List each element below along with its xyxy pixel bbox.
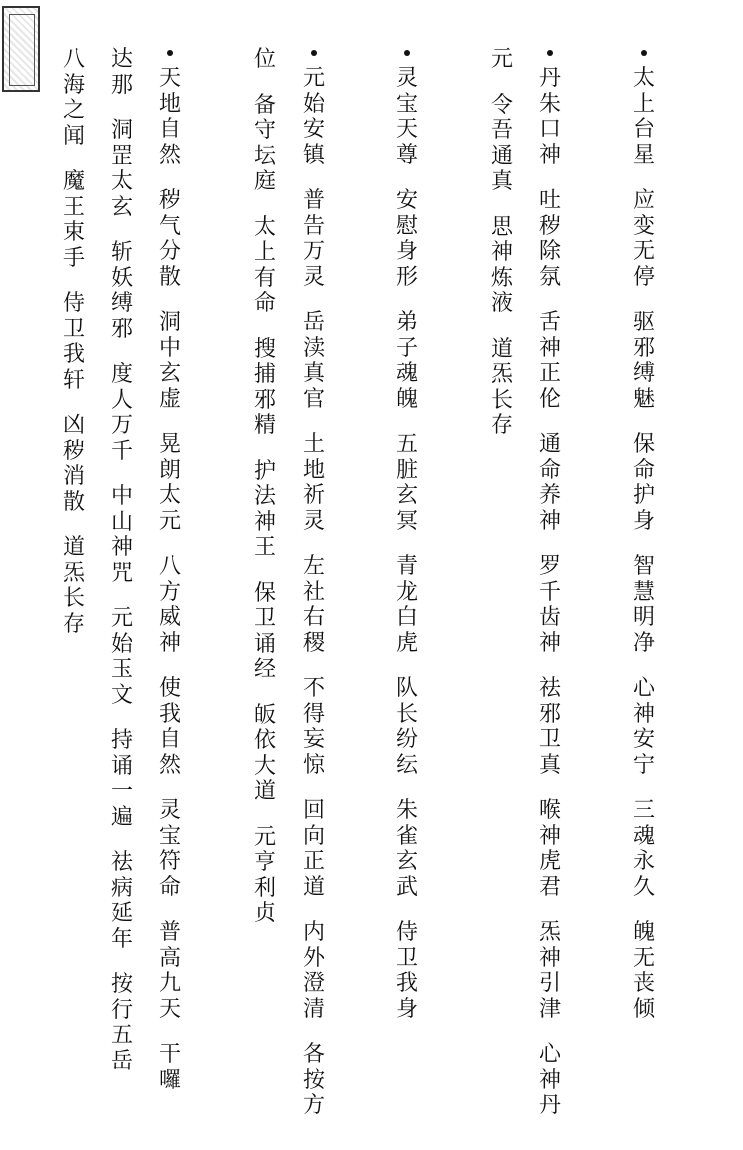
- verse-phrase: 吐 秽 除 氛: [538, 188, 561, 290]
- verse-phrase: 中 山 神 咒: [110, 484, 133, 586]
- verse-phrase: 护 法 神 王: [253, 458, 276, 560]
- verse-phrase: 各 按 方: [302, 1042, 325, 1118]
- verse-phrase: 丹 朱 口 神: [538, 66, 561, 168]
- verse-phrase: 土 地 祈 灵: [302, 432, 325, 534]
- bullet-dot: [547, 50, 553, 56]
- verse-phrase: 使 我 自 然: [158, 676, 181, 778]
- verse-phrase: 晃 朗 太 元: [158, 432, 181, 534]
- verse-phrase: 元 始 玉 文: [110, 606, 133, 708]
- verse-phrase: 持 诵 一 遍: [110, 728, 133, 830]
- verse-phrase: 皈 依 大 道: [253, 702, 276, 804]
- verse-phrase: 凶 秽 消 散: [62, 413, 85, 515]
- verse-phrase: 斩 妖 缚 邪: [110, 240, 133, 342]
- bullet-dot: [167, 50, 173, 56]
- verse-phrase: 心 神 安 宁: [632, 676, 655, 778]
- verse-phrase: 罗 千 齿 神: [538, 554, 561, 656]
- verse-phrase: 侍 卫 我 身: [395, 920, 418, 1022]
- verse-phrase: 祛 邪 卫 真: [538, 676, 561, 778]
- text-column: [153, 50, 187, 1093]
- verse-phrase: 太 上 台 星: [632, 66, 655, 168]
- verse-phrase: 思 神 炼 液: [490, 214, 513, 316]
- verse-phrase: 朱 雀 玄 武: [395, 798, 418, 900]
- verse-phrase: 灵 宝 天 尊: [395, 66, 418, 168]
- text-column: [485, 47, 519, 439]
- verse-phrase: 通 命 养 神: [538, 432, 561, 534]
- verse-phrase: 魄 无 丧 倾: [632, 920, 655, 1022]
- verse-phrase: 智 慧 明 净: [632, 554, 655, 656]
- verse-phrase: 洞 中 玄 虚: [158, 310, 181, 412]
- verse-phrase: 侍 卫 我 轩: [62, 291, 85, 393]
- verse-phrase: 保 卫 诵 经: [253, 580, 276, 682]
- verse-phrase: 喉 神 虎 君: [538, 798, 561, 900]
- verse-phrase: 秽 气 分 散: [158, 188, 181, 290]
- verse-phrase: 元 始 安 镇: [302, 66, 325, 168]
- verse-phrase: 普 告 万 灵: [302, 188, 325, 290]
- text-column: [297, 50, 331, 1119]
- bullet-dot: [404, 50, 410, 56]
- verse-phrase: 不 得 妄 惊: [302, 676, 325, 778]
- verse-phrase: 道 炁 长 存: [490, 336, 513, 438]
- verse-phrase: 保 命 护 身: [632, 432, 655, 534]
- verse-phrase: 度 人 万 千: [110, 362, 133, 464]
- verse-phrase: 弟 子 魂 魄: [395, 310, 418, 412]
- bullet-dot: [311, 50, 317, 56]
- verse-phrase: 天 地 自 然: [158, 66, 181, 168]
- verse-phrase: 道 炁 长 存: [62, 535, 85, 637]
- verse-phrase: 达 那: [110, 47, 133, 98]
- verse-phrase: 应 变 无 停: [632, 188, 655, 290]
- verse-phrase: 舌 神 正 伦: [538, 310, 561, 412]
- verse-phrase: 洞 罡 太 玄: [110, 118, 133, 220]
- verse-phrase: 青 龙 白 虎: [395, 554, 418, 656]
- text-column: [105, 47, 139, 1074]
- verse-phrase: 三 魂 永 久: [632, 798, 655, 900]
- verse-phrase: 位: [253, 47, 276, 72]
- verse-phrase: 炁 神 引 津: [538, 920, 561, 1022]
- verse-phrase: 备 守 坛 庭: [253, 92, 276, 194]
- verse-phrase: 太 上 有 命: [253, 214, 276, 316]
- verse-phrase: 心 神 丹: [538, 1042, 561, 1118]
- verse-phrase: 队 长 纷 纭: [395, 676, 418, 778]
- verse-phrase: 干 囉: [158, 1042, 181, 1093]
- verse-phrase: 搜 捕 邪 精: [253, 336, 276, 438]
- verse-phrase: 驱 邪 缚 魅: [632, 310, 655, 412]
- verse-phrase: 令 吾 通 真: [490, 92, 513, 194]
- verse-phrase: 左 社 右 稷: [302, 554, 325, 656]
- text-column: [248, 47, 282, 927]
- verse-phrase: 元 亨 利 贞: [253, 824, 276, 926]
- verse-phrase: 安 慰 身 形: [395, 188, 418, 290]
- verse-phrase: 普 高 九 天: [158, 920, 181, 1022]
- verse-phrase: 魔 王 束 手: [62, 169, 85, 271]
- text-column: [390, 50, 424, 1022]
- seal-stamp: [2, 6, 40, 92]
- text-column: [57, 47, 91, 637]
- bullet-dot: [641, 50, 647, 56]
- verse-phrase: 元: [490, 47, 513, 72]
- verse-phrase: 五 脏 玄 冥: [395, 432, 418, 534]
- verse-phrase: 按 行 五 岳: [110, 972, 133, 1074]
- verse-phrase: 回 向 正 道: [302, 798, 325, 900]
- verse-phrase: 八 海 之 闻: [62, 47, 85, 149]
- text-column: [533, 50, 567, 1119]
- verse-phrase: 内 外 澄 清: [302, 920, 325, 1022]
- verse-phrase: 八 方 威 神: [158, 554, 181, 656]
- verse-phrase: 岳 渎 真 官: [302, 310, 325, 412]
- text-column: [627, 50, 661, 1022]
- verse-phrase: 祛 病 延 年: [110, 850, 133, 952]
- verse-phrase: 灵 宝 符 命: [158, 798, 181, 900]
